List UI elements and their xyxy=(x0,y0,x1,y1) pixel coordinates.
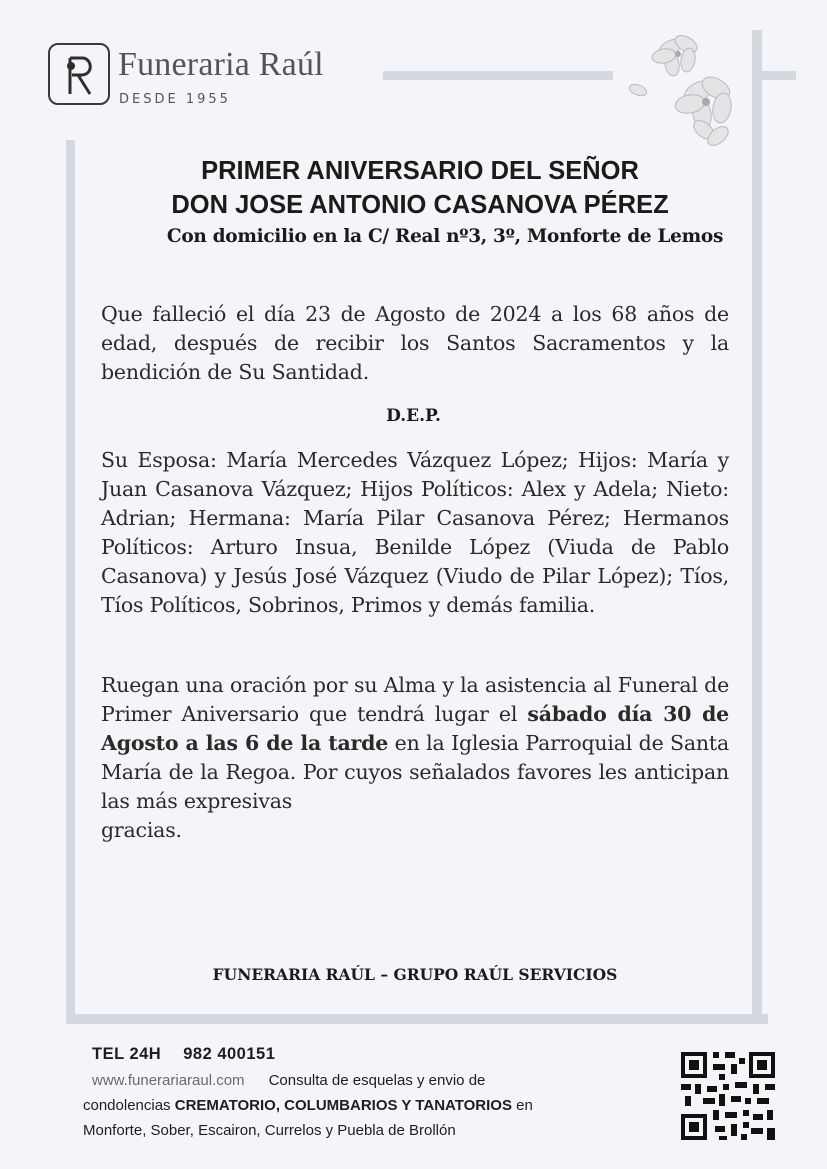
frame-top-bar-right xyxy=(762,71,796,80)
title-line-1: PRIMER ANIVERSARIO DEL SEÑOR xyxy=(201,157,639,185)
footer-services: CREMATORIO, COLUMBARIOS Y TANATORIOS xyxy=(174,1097,512,1114)
footer-line-3-start: condolencias xyxy=(83,1097,175,1114)
footer-line-2 xyxy=(92,1072,485,1089)
frame-right-bar xyxy=(752,30,762,1024)
funeral-text-start: Ruegan una oración por su Alma y la asistencia al Funeral de Primer Aniversario que tendrá lugar el xyxy=(101,673,729,726)
funeral-text-end: en la Iglesia Parroquial de Santa María de la Regoa. Por cuyos señalados favores les anticipan las más expresivas xyxy=(101,731,729,813)
frame-bottom-bar xyxy=(66,1014,768,1024)
qr-code-icon[interactable] xyxy=(679,1050,777,1142)
frame-top-bar xyxy=(383,71,613,80)
signoff: FUNERARIA RAÚL – GRUPO RAÚL SERVICIOS xyxy=(212,965,618,984)
address-line: Con domicilio en la C/ Real nº3, 3º, Monforte de Lemos xyxy=(166,226,724,247)
death-paragraph: Que falleció el día 23 de Agosto de 2024 a los 68 años de edad, después de recibir los Santos Sacramentos y la bendición de Su Santidad. xyxy=(101,302,729,384)
website-link[interactable]: www.funerariaraul.com xyxy=(92,1072,245,1089)
footer-locations: Monforte, Sober, Escairon, Currelos y Puebla de Brollón xyxy=(83,1122,456,1139)
brand-since: DESDE 1955 xyxy=(119,92,231,107)
footer-line-3-end: en xyxy=(511,1097,533,1114)
title-line-2: DON JOSE ANTONIO CASANOVA PÉREZ xyxy=(171,191,669,219)
brand-name: Funeraria Raúl xyxy=(118,46,324,83)
phone-number[interactable]: 982 400151 xyxy=(183,1045,276,1063)
logo-icon xyxy=(48,43,110,105)
footer-line-2-text: Consulta de esquelas y envio de xyxy=(268,1072,486,1089)
phone-label: TEL 24H xyxy=(92,1045,162,1063)
phone-line xyxy=(92,1045,275,1064)
funeral-date-time: sábado día 30 de Agosto a las 6 de la tarde xyxy=(101,702,729,755)
funeral-paragraph xyxy=(101,671,729,845)
dep-label: D.E.P. xyxy=(386,406,441,426)
funeral-text-last: gracias. xyxy=(101,818,182,842)
footer-line-3 xyxy=(83,1097,533,1114)
frame-left-bar xyxy=(66,140,75,1020)
family-paragraph: Su Esposa: María Mercedes Vázquez López; Hijos: María y Juan Casanova Vázquez; Hijos Políticos: Alex y Adela; Nieto: Adrian; Hermana: María Pilar Casanova Pérez; Hermanos Políticos: Arturo Insua, Benilde López (Viuda de Pablo Casanova) y Jesús José Vázquez (Viudo de Pilar López); Tíos, Tíos Políticos, Sobrinos, Primos y demás familia. xyxy=(101,448,729,617)
flowers-icon xyxy=(628,30,744,148)
